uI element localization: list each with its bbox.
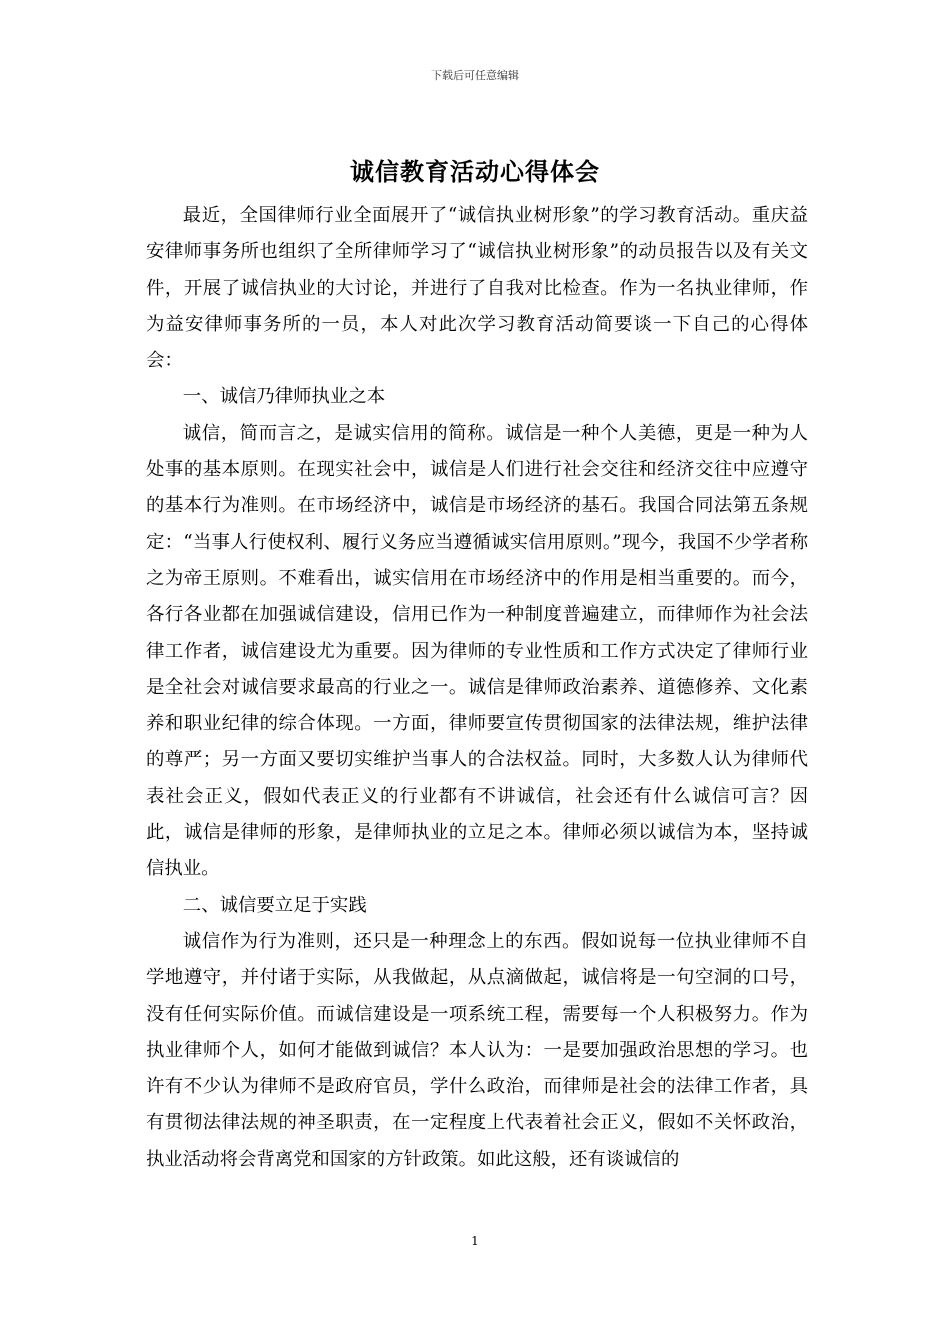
intro-paragraph: 最近，全国律师行业全面展开了“诚信执业树形象”的学习教育活动。重庆益安律师事务所也组织了全所律师学习了“诚信执业树形象”的动员报告以及有关文件，开展了诚信执业的大讨论，并进行了自我对比检查。作为一名执业律师，作为益安律师事务所的一员，本人对此次学习教育活动简要谈一下自己的心得体会： [146, 205, 808, 372]
document-title: 诚信教育活动心得体会 [350, 158, 600, 186]
page-header: 下载后可任意编辑 [431, 69, 519, 82]
body-paragraph: 诚信，简而言之，是诚实信用的简称。诚信是一种个人美德，更是一种为人处事的基本原则。在现实社会中，诚信是人们进行社会交往和经济交往中应遵守的基本行为准则。在市场经济中，诚信是市场经济的基石。我国合同法第五条规定：“当事人行使权利、履行义务应当遵循诚实信用原则。”现今，我国不少学者称之为帝王原则。不难看出，诚实信用在市场经济中的作用是相当重要的。而今，各行各业都在加强诚信建设，信用已作为一种制度普遍建立，而律师作为社会法律工作者，诚信建设尤为重要。因为律师的专业性质和工作方式决定了律师行业是全社会对诚信要求最高的行业之一。诚信是律师政治素养、道德修养、文化素养和职业纪律的综合体现。一方面，律师要宣传贯彻国家的法律法规，维护法律的尊严；另一方面又要切实维护当事人的合法权益。同时，大多数人认为律师代表社会正义，假如代表正义的行业都有不讲诚信，社会还有什么诚信可言？因此，诚信是律师的形象，是律师执业的立足之本。律师必须以诚信为本，坚持诚信执业。 [146, 422, 808, 880]
body-paragraph: 诚信作为行为准则，还只是一种理念上的东西。假如说每一位执业律师不自学地遵守，并付诸于实际，从我做起，从点滴做起，诚信将是一句空洞的口号，没有任何实际价值。而诚信建设是一项系统工程，需要每一个人积极努力。作为执业律师个人，如何才能做到诚信？本人认为：一是要加强政治思想的学习。也许有不少认为律师不是政府官员，学什么政治，而律师是社会的法律工作者，具有贯彻法律法规的神圣职责，在一定程度上代表着社会正义，假如不关怀政治，执业活动将会背离党和国家的方针政策。如此这般，还有谈诚信的 [146, 930, 808, 1170]
section-heading-1: 一、诚信乃律师执业之本 [182, 386, 386, 408]
document-body [146, 198, 808, 1178]
section-heading-2: 二、诚信要立足于实践 [182, 894, 367, 916]
page-number: 1 [471, 1234, 479, 1248]
